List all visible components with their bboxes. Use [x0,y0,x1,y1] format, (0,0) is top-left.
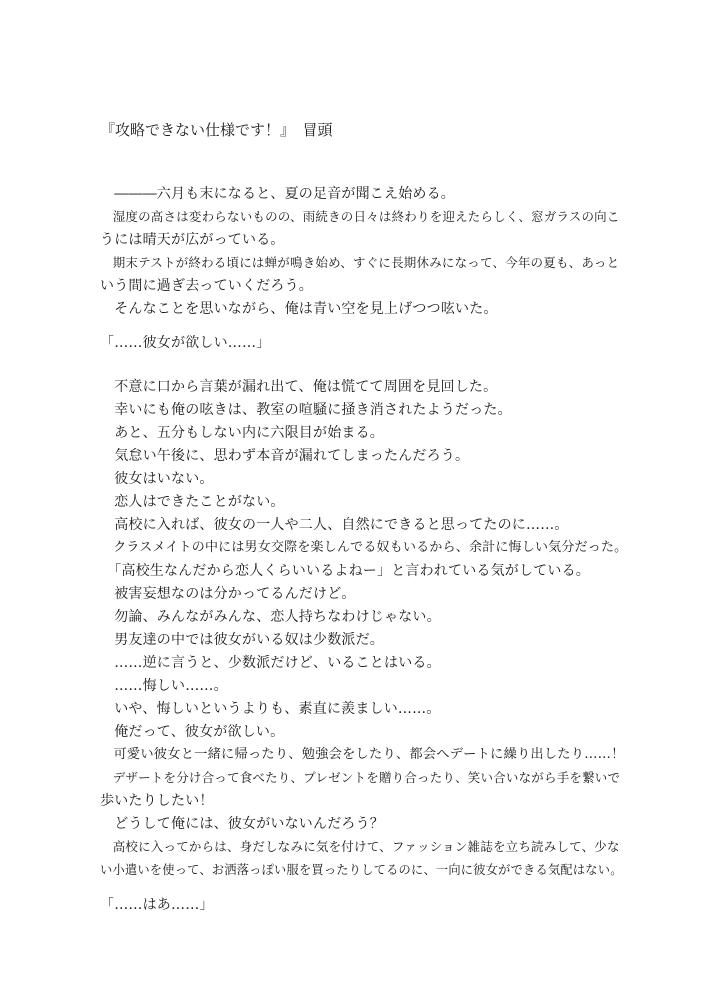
dialogue-line: 「……はあ……」 [100,897,214,913]
text-line: 彼女はいない。 [100,471,214,487]
text-line: ……逆に言うと、少数派だけど、いることはいる。 [100,655,441,671]
text-line: 期末テストが終わる頃には蝉が鳴き始め、すぐに長期休みになって、今年の夏も、あっと [100,255,620,270]
text-line: 高校に入ってからは、身だしなみに気を付けて、ファッション雑誌を立ち読みして、少な [100,839,620,854]
text-line: うには晴天が広がっている。 [100,232,285,248]
text-line: 幸いにも俺の呟きは、教室の喧騒に掻き消されたようだった。 [100,402,512,418]
text-line: あと、五分もしない内に六限目が始まる。 [100,425,384,441]
text-line: 不意に口から言葉が漏れ出て、俺は慌てて周囲を見回した。 [100,379,498,395]
text-line: 男友達の中では彼女がいる奴は少数派だ。 [100,632,384,648]
text-line: 恋人はできたことがない。 [100,494,285,510]
dialogue-line: 「……彼女が欲しい……」 [100,335,271,351]
text-line: 高校に入れば、彼女の一人や二人、自然にできると思ってたのに……。 [100,517,569,533]
text-line: 湿度の高さは変わらないものの、雨続きの日々は終わりを迎えたらしく、窓ガラスの向こ [100,209,620,224]
text-line: いや、悔しいというよりも、素直に羨ましい……。 [100,701,441,717]
text-line: 「高校生なんだから恋人くらいいるよねー」と言われている気がしている。 [100,563,590,579]
text-line: ―――六月も末になると、夏の足音が聞こえ始める。 [100,186,455,202]
text-line: いう間に過ぎ去っていくだろう。 [100,278,313,294]
text-line: 勿論、みんながみんな、恋人持ちなわけじゃない。 [100,609,441,625]
text-line: い小遣いを使って、お洒落っぽい服を買ったりしてるのに、一向に彼女ができる気配はない。 [100,863,623,877]
text-line: クラスメイトの中には男女交際を楽しんでる奴もいるから、余計に悔しい気分だった。 [100,540,628,555]
text-line: 被害妄想なのは分かってるんだけど。 [100,586,356,602]
text-line: ……悔しい……。 [100,678,228,694]
text-line: デザートを分け合って食べたり、プレゼントを贈り合ったり、笑い合いながら手を繋いで [100,770,621,785]
text-line: 可愛い彼女と一緒に帰ったり、勉強会をしたり、都会へデートに繰り出したり……！ [100,747,625,762]
document-title: 『攻略できない仕様です！』 冒頭 [100,121,333,139]
text-line: 気怠い午後に、思わず本音が漏れてしまったんだろう。 [100,448,470,464]
text-line: どうして俺には、彼女がいないんだろう？ [100,816,384,832]
text-line: そんなことを思いながら、俺は青い空を見上げつつ呟いた。 [100,301,498,317]
text-line: 歩いたりしたい！ [100,793,214,809]
text-line: 俺だって、彼女が欲しい。 [100,724,285,740]
